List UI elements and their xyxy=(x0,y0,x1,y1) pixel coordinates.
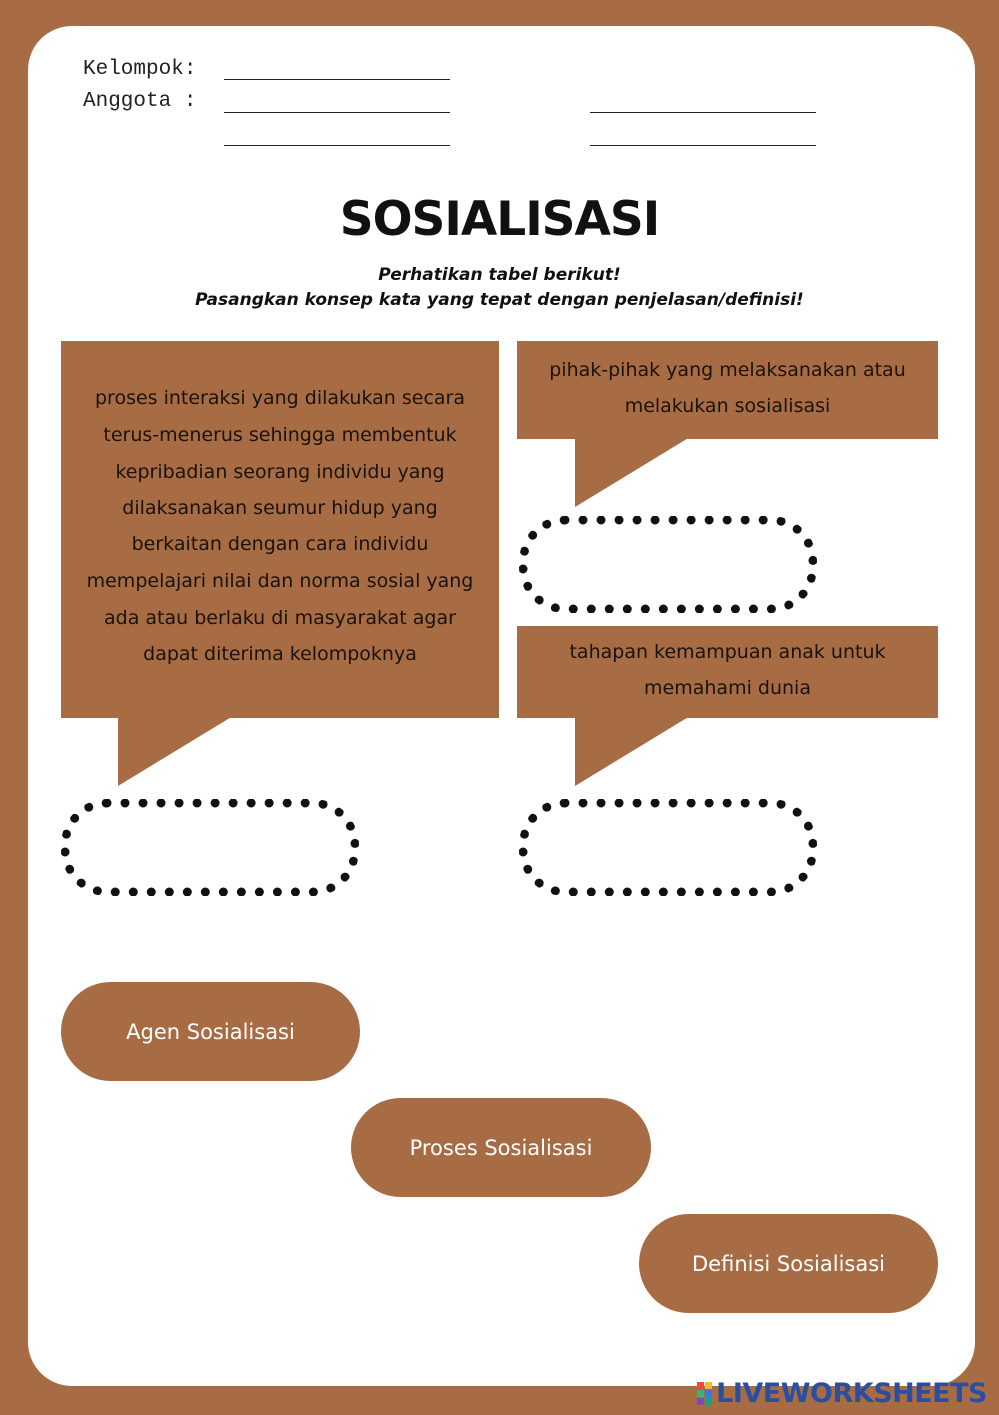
definition-2-line-1: pihak-pihak yang melaksanakan atau xyxy=(549,359,906,381)
instruction-line-1: Perhatikan tabel berikut! xyxy=(378,265,621,285)
definition-1-line-1: proses interaksi yang dilakukan secara xyxy=(94,387,466,409)
drop-zone-2[interactable] xyxy=(519,516,817,613)
group-label: Kelompok: xyxy=(83,58,197,81)
definition-3-line-1: tahapan kemampuan anak untuk xyxy=(569,641,886,663)
definition-3-line-2: memahami dunia xyxy=(644,677,811,699)
definition-1-line-6: mempelajari nilai dan norma sosial yang xyxy=(86,570,474,592)
definition-1-line-8: dapat diterima kelompoknya xyxy=(143,643,417,665)
member-line-1[interactable] xyxy=(224,112,450,113)
definition-bubble-1 xyxy=(61,341,499,718)
definition-1-line-2: terus-menerus sehingga membentuk xyxy=(103,424,457,446)
definition-2-line-2: melakukan sosialisasi xyxy=(624,395,831,417)
bubble-tail-1 xyxy=(118,716,233,788)
group-name-line[interactable] xyxy=(224,79,450,80)
definition-1-line-4: dilaksanakan seumur hidup yang xyxy=(122,497,438,519)
instruction-line-2: Pasangkan konsep kata yang tepat dengan penjelasan/definisi! xyxy=(195,290,804,310)
member-line-3[interactable] xyxy=(224,145,450,146)
page-title: SOSIALISASI xyxy=(339,192,660,247)
option-proses-sosialisasi[interactable]: Proses Sosialisasi xyxy=(351,1098,651,1197)
brand-name: LIVEWORKSHEETS xyxy=(716,1378,987,1409)
drop-zone-3[interactable] xyxy=(519,799,817,896)
option-agen-sosialisasi[interactable]: Agen Sosialisasi xyxy=(61,982,360,1081)
member-line-2[interactable] xyxy=(590,112,816,113)
liveworksheets-brand xyxy=(697,1378,987,1409)
definition-bubble-2 xyxy=(517,341,938,439)
members-label: Anggota : xyxy=(83,90,197,113)
definition-1-line-5: berkaitan dengan cara individu xyxy=(131,533,429,555)
option-definisi-sosialisasi[interactable]: Definisi Sosialisasi xyxy=(639,1214,938,1313)
definition-1-line-7: ada atau berlaku di masyarakat agar xyxy=(104,607,456,629)
liveworksheets-logo-icon xyxy=(697,1382,712,1405)
bubble-tail-3 xyxy=(575,716,690,788)
definition-bubble-3 xyxy=(517,626,938,718)
drop-zone-1[interactable] xyxy=(61,799,359,896)
definition-1-line-3: kepribadian seorang individu yang xyxy=(115,461,445,483)
member-line-4[interactable] xyxy=(590,145,816,146)
bubble-tail-2 xyxy=(575,437,690,509)
